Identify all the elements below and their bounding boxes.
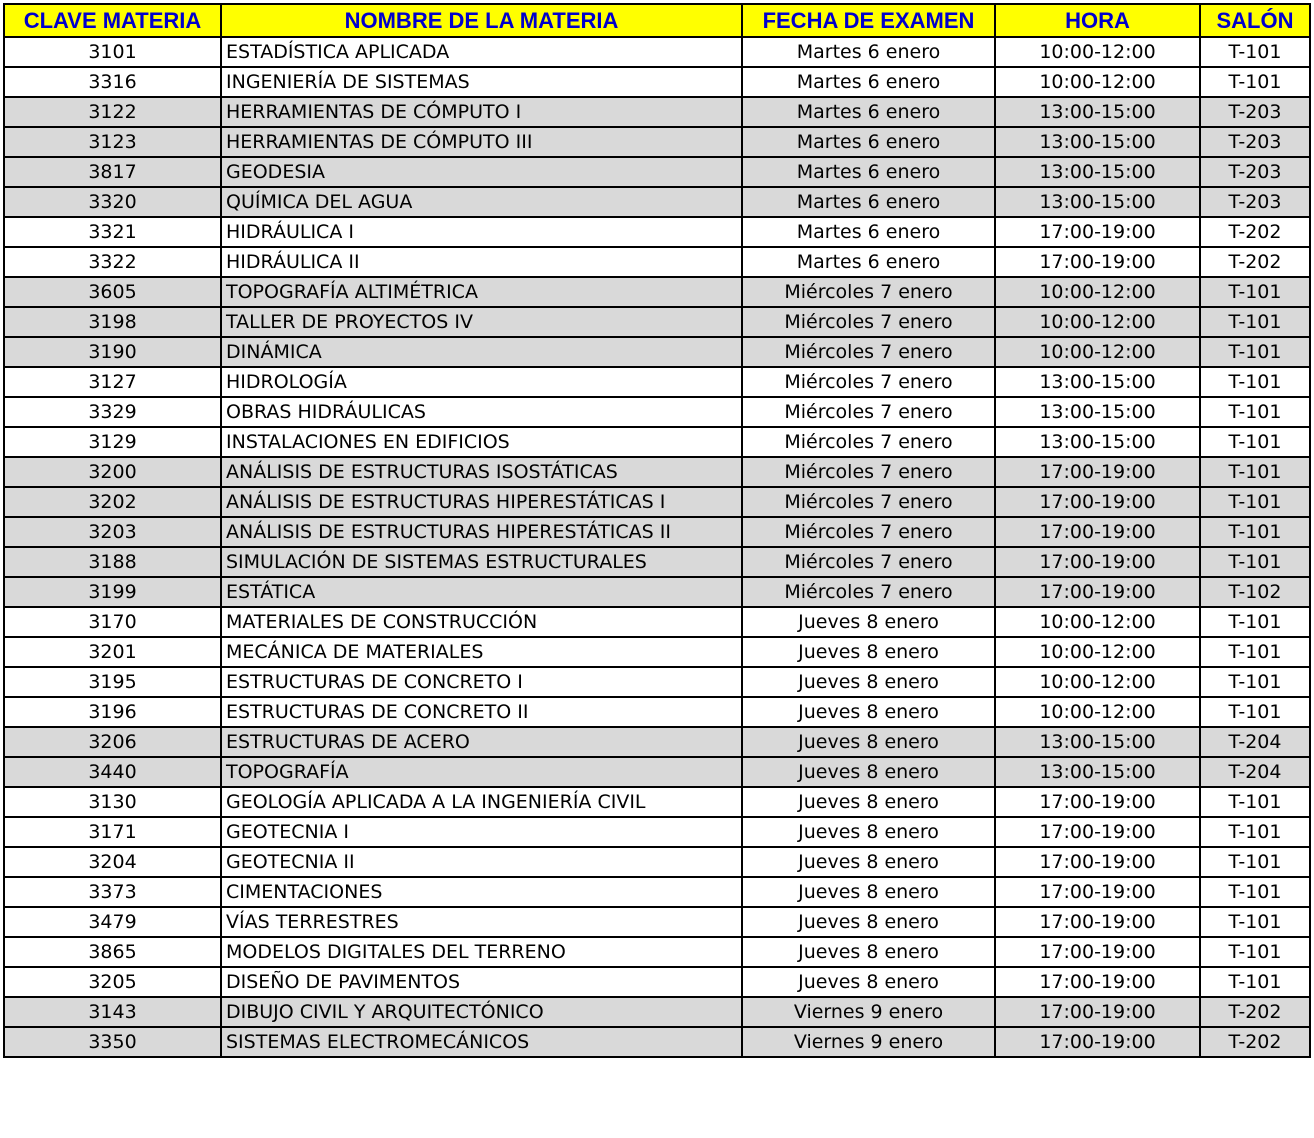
table-row <box>4 67 1310 97</box>
cell-nombre: ANÁLISIS DE ESTRUCTURAS HIPERESTÁTICAS II <box>221 517 742 547</box>
cell-hora: 17:00-19:00 <box>995 817 1200 847</box>
cell-hora: 17:00-19:00 <box>995 577 1200 607</box>
table-row <box>4 1027 1310 1057</box>
cell-salon: T-202 <box>1200 997 1310 1027</box>
cell-hora: 17:00-19:00 <box>995 847 1200 877</box>
cell-clave: 3200 <box>4 457 221 487</box>
cell-salon: T-202 <box>1200 217 1310 247</box>
cell-nombre: ESTADÍSTICA APLICADA <box>221 37 742 67</box>
cell-clave: 3203 <box>4 517 221 547</box>
cell-nombre: VÍAS TERRESTRES <box>221 907 742 937</box>
cell-hora: 10:00-12:00 <box>995 37 1200 67</box>
cell-salon: T-203 <box>1200 157 1310 187</box>
table-row <box>4 337 1310 367</box>
cell-fecha: Jueves 8 enero <box>742 757 995 787</box>
cell-nombre: MECÁNICA DE MATERIALES <box>221 637 742 667</box>
cell-fecha: Jueves 8 enero <box>742 607 995 637</box>
cell-salon: T-203 <box>1200 97 1310 127</box>
cell-salon: T-204 <box>1200 757 1310 787</box>
exam-schedule-table <box>3 3 1311 1058</box>
cell-salon: T-204 <box>1200 727 1310 757</box>
cell-fecha: Miércoles 7 enero <box>742 337 995 367</box>
cell-hora: 17:00-19:00 <box>995 787 1200 817</box>
cell-fecha: Miércoles 7 enero <box>742 457 995 487</box>
cell-clave: 3122 <box>4 97 221 127</box>
cell-salon: T-101 <box>1200 667 1310 697</box>
cell-clave: 3190 <box>4 337 221 367</box>
table-row <box>4 847 1310 877</box>
table-row <box>4 37 1310 67</box>
cell-clave: 3101 <box>4 37 221 67</box>
cell-hora: 10:00-12:00 <box>995 607 1200 637</box>
cell-hora: 17:00-19:00 <box>995 907 1200 937</box>
header-clave: CLAVE MATERIA <box>4 4 221 37</box>
cell-fecha: Miércoles 7 enero <box>742 487 995 517</box>
table-row <box>4 877 1310 907</box>
cell-clave: 3205 <box>4 967 221 997</box>
cell-fecha: Jueves 8 enero <box>742 847 995 877</box>
cell-nombre: TOPOGRAFÍA ALTIMÉTRICA <box>221 277 742 307</box>
cell-hora: 13:00-15:00 <box>995 187 1200 217</box>
cell-nombre: QUÍMICA DEL AGUA <box>221 187 742 217</box>
cell-salon: T-102 <box>1200 577 1310 607</box>
cell-nombre: CIMENTACIONES <box>221 877 742 907</box>
cell-hora: 13:00-15:00 <box>995 397 1200 427</box>
cell-salon: T-203 <box>1200 187 1310 217</box>
cell-fecha: Martes 6 enero <box>742 67 995 97</box>
cell-fecha: Viernes 9 enero <box>742 997 995 1027</box>
cell-salon: T-101 <box>1200 637 1310 667</box>
table-row <box>4 307 1310 337</box>
cell-salon: T-101 <box>1200 547 1310 577</box>
cell-salon: T-101 <box>1200 937 1310 967</box>
table-row <box>4 217 1310 247</box>
cell-fecha: Miércoles 7 enero <box>742 577 995 607</box>
cell-fecha: Miércoles 7 enero <box>742 427 995 457</box>
cell-nombre: ANÁLISIS DE ESTRUCTURAS HIPERESTÁTICAS I <box>221 487 742 517</box>
cell-salon: T-101 <box>1200 67 1310 97</box>
cell-clave: 3171 <box>4 817 221 847</box>
cell-hora: 13:00-15:00 <box>995 157 1200 187</box>
cell-fecha: Jueves 8 enero <box>742 967 995 997</box>
cell-hora: 17:00-19:00 <box>995 1027 1200 1057</box>
cell-clave: 3202 <box>4 487 221 517</box>
table-row <box>4 937 1310 967</box>
cell-hora: 10:00-12:00 <box>995 277 1200 307</box>
cell-fecha: Jueves 8 enero <box>742 727 995 757</box>
cell-salon: T-101 <box>1200 697 1310 727</box>
cell-clave: 3130 <box>4 787 221 817</box>
cell-salon: T-101 <box>1200 877 1310 907</box>
table-row <box>4 967 1310 997</box>
cell-hora: 13:00-15:00 <box>995 427 1200 457</box>
cell-nombre: INGENIERÍA DE SISTEMAS <box>221 67 742 97</box>
header-nombre: NOMBRE DE LA MATERIA <box>221 4 742 37</box>
table-body <box>4 37 1310 1057</box>
cell-nombre: HERRAMIENTAS DE CÓMPUTO I <box>221 97 742 127</box>
cell-hora: 17:00-19:00 <box>995 247 1200 277</box>
table-row <box>4 997 1310 1027</box>
cell-hora: 17:00-19:00 <box>995 517 1200 547</box>
cell-nombre: ANÁLISIS DE ESTRUCTURAS ISOSTÁTICAS <box>221 457 742 487</box>
cell-fecha: Martes 6 enero <box>742 127 995 157</box>
table-row <box>4 427 1310 457</box>
cell-fecha: Viernes 9 enero <box>742 1027 995 1057</box>
cell-fecha: Miércoles 7 enero <box>742 277 995 307</box>
cell-salon: T-202 <box>1200 1027 1310 1057</box>
cell-clave: 3321 <box>4 217 221 247</box>
table-row <box>4 517 1310 547</box>
cell-hora: 17:00-19:00 <box>995 217 1200 247</box>
cell-nombre: HERRAMIENTAS DE CÓMPUTO III <box>221 127 742 157</box>
cell-nombre: GEODESIA <box>221 157 742 187</box>
cell-hora: 13:00-15:00 <box>995 367 1200 397</box>
cell-clave: 3316 <box>4 67 221 97</box>
cell-salon: T-101 <box>1200 517 1310 547</box>
table-row <box>4 157 1310 187</box>
cell-salon: T-101 <box>1200 397 1310 427</box>
table-row <box>4 457 1310 487</box>
table-row <box>4 577 1310 607</box>
cell-salon: T-101 <box>1200 37 1310 67</box>
cell-salon: T-203 <box>1200 127 1310 157</box>
cell-salon: T-101 <box>1200 967 1310 997</box>
cell-nombre: DIBUJO CIVIL Y ARQUITECTÓNICO <box>221 997 742 1027</box>
cell-clave: 3123 <box>4 127 221 157</box>
cell-nombre: TOPOGRAFÍA <box>221 757 742 787</box>
cell-clave: 3350 <box>4 1027 221 1057</box>
cell-fecha: Jueves 8 enero <box>742 937 995 967</box>
cell-clave: 3329 <box>4 397 221 427</box>
table-row <box>4 397 1310 427</box>
cell-fecha: Jueves 8 enero <box>742 697 995 727</box>
cell-hora: 10:00-12:00 <box>995 67 1200 97</box>
cell-clave: 3479 <box>4 907 221 937</box>
cell-clave: 3143 <box>4 997 221 1027</box>
cell-salon: T-101 <box>1200 337 1310 367</box>
cell-fecha: Jueves 8 enero <box>742 817 995 847</box>
cell-nombre: HIDRÁULICA II <box>221 247 742 277</box>
cell-hora: 17:00-19:00 <box>995 547 1200 577</box>
cell-hora: 10:00-12:00 <box>995 337 1200 367</box>
cell-nombre: TALLER DE PROYECTOS IV <box>221 307 742 337</box>
cell-clave: 3322 <box>4 247 221 277</box>
table-row <box>4 727 1310 757</box>
cell-clave: 3199 <box>4 577 221 607</box>
cell-nombre: OBRAS HIDRÁULICAS <box>221 397 742 427</box>
cell-hora: 10:00-12:00 <box>995 637 1200 667</box>
header-hora: HORA <box>995 4 1200 37</box>
cell-clave: 3206 <box>4 727 221 757</box>
cell-hora: 17:00-19:00 <box>995 937 1200 967</box>
cell-fecha: Miércoles 7 enero <box>742 397 995 427</box>
cell-clave: 3201 <box>4 637 221 667</box>
cell-fecha: Jueves 8 enero <box>742 637 995 667</box>
cell-fecha: Miércoles 7 enero <box>742 547 995 577</box>
cell-hora: 10:00-12:00 <box>995 307 1200 337</box>
cell-fecha: Jueves 8 enero <box>742 907 995 937</box>
cell-clave: 3204 <box>4 847 221 877</box>
cell-clave: 3865 <box>4 937 221 967</box>
cell-fecha: Jueves 8 enero <box>742 667 995 697</box>
cell-salon: T-101 <box>1200 787 1310 817</box>
cell-clave: 3198 <box>4 307 221 337</box>
cell-hora: 10:00-12:00 <box>995 667 1200 697</box>
table-row <box>4 757 1310 787</box>
cell-salon: T-101 <box>1200 907 1310 937</box>
cell-clave: 3440 <box>4 757 221 787</box>
header-fecha: FECHA DE EXAMEN <box>742 4 995 37</box>
cell-salon: T-101 <box>1200 457 1310 487</box>
cell-hora: 17:00-19:00 <box>995 487 1200 517</box>
cell-clave: 3196 <box>4 697 221 727</box>
table-row <box>4 247 1310 277</box>
cell-hora: 13:00-15:00 <box>995 757 1200 787</box>
cell-fecha: Miércoles 7 enero <box>742 307 995 337</box>
cell-fecha: Martes 6 enero <box>742 157 995 187</box>
cell-hora: 17:00-19:00 <box>995 997 1200 1027</box>
cell-fecha: Martes 6 enero <box>742 217 995 247</box>
table-row <box>4 787 1310 817</box>
cell-nombre: MODELOS DIGITALES DEL TERRENO <box>221 937 742 967</box>
table-row <box>4 487 1310 517</box>
cell-salon: T-101 <box>1200 817 1310 847</box>
cell-fecha: Miércoles 7 enero <box>742 367 995 397</box>
cell-salon: T-101 <box>1200 307 1310 337</box>
header-row <box>4 4 1310 37</box>
cell-hora: 17:00-19:00 <box>995 877 1200 907</box>
table-row <box>4 907 1310 937</box>
header-salon: SALÓN <box>1200 4 1310 37</box>
cell-nombre: DISEÑO DE PAVIMENTOS <box>221 967 742 997</box>
cell-salon: T-101 <box>1200 427 1310 457</box>
cell-clave: 3129 <box>4 427 221 457</box>
cell-salon: T-101 <box>1200 277 1310 307</box>
cell-salon: T-101 <box>1200 487 1310 517</box>
cell-salon: T-101 <box>1200 367 1310 397</box>
table-row <box>4 547 1310 577</box>
table-row <box>4 97 1310 127</box>
cell-clave: 3817 <box>4 157 221 187</box>
table-row <box>4 607 1310 637</box>
cell-nombre: ESTRUCTURAS DE ACERO <box>221 727 742 757</box>
table-row <box>4 697 1310 727</box>
cell-nombre: ESTRUCTURAS DE CONCRETO II <box>221 697 742 727</box>
cell-fecha: Martes 6 enero <box>742 247 995 277</box>
cell-clave: 3373 <box>4 877 221 907</box>
cell-hora: 13:00-15:00 <box>995 97 1200 127</box>
cell-clave: 3320 <box>4 187 221 217</box>
cell-clave: 3127 <box>4 367 221 397</box>
table-row <box>4 127 1310 157</box>
cell-fecha: Martes 6 enero <box>742 37 995 67</box>
cell-fecha: Jueves 8 enero <box>742 877 995 907</box>
cell-hora: 13:00-15:00 <box>995 727 1200 757</box>
cell-clave: 3195 <box>4 667 221 697</box>
cell-hora: 13:00-15:00 <box>995 127 1200 157</box>
cell-nombre: GEOLOGÍA APLICADA A LA INGENIERÍA CIVIL <box>221 787 742 817</box>
cell-fecha: Martes 6 enero <box>742 187 995 217</box>
cell-nombre: SIMULACIÓN DE SISTEMAS ESTRUCTURALES <box>221 547 742 577</box>
table-row <box>4 637 1310 667</box>
cell-clave: 3605 <box>4 277 221 307</box>
cell-nombre: MATERIALES DE CONSTRUCCIÓN <box>221 607 742 637</box>
table-row <box>4 367 1310 397</box>
cell-salon: T-101 <box>1200 847 1310 877</box>
cell-nombre: HIDROLOGÍA <box>221 367 742 397</box>
table-row <box>4 277 1310 307</box>
cell-nombre: SISTEMAS ELECTROMECÁNICOS <box>221 1027 742 1057</box>
cell-clave: 3188 <box>4 547 221 577</box>
cell-hora: 17:00-19:00 <box>995 967 1200 997</box>
cell-nombre: ESTRUCTURAS DE CONCRETO I <box>221 667 742 697</box>
table-row <box>4 187 1310 217</box>
cell-fecha: Jueves 8 enero <box>742 787 995 817</box>
cell-fecha: Martes 6 enero <box>742 97 995 127</box>
cell-nombre: INSTALACIONES EN EDIFICIOS <box>221 427 742 457</box>
cell-clave: 3170 <box>4 607 221 637</box>
cell-hora: 10:00-12:00 <box>995 697 1200 727</box>
cell-nombre: HIDRÁULICA I <box>221 217 742 247</box>
cell-nombre: GEOTECNIA II <box>221 847 742 877</box>
cell-nombre: GEOTECNIA I <box>221 817 742 847</box>
cell-nombre: ESTÁTICA <box>221 577 742 607</box>
cell-salon: T-202 <box>1200 247 1310 277</box>
table-row <box>4 817 1310 847</box>
cell-fecha: Miércoles 7 enero <box>742 517 995 547</box>
cell-salon: T-101 <box>1200 607 1310 637</box>
cell-hora: 17:00-19:00 <box>995 457 1200 487</box>
table-row <box>4 667 1310 697</box>
cell-nombre: DINÁMICA <box>221 337 742 367</box>
